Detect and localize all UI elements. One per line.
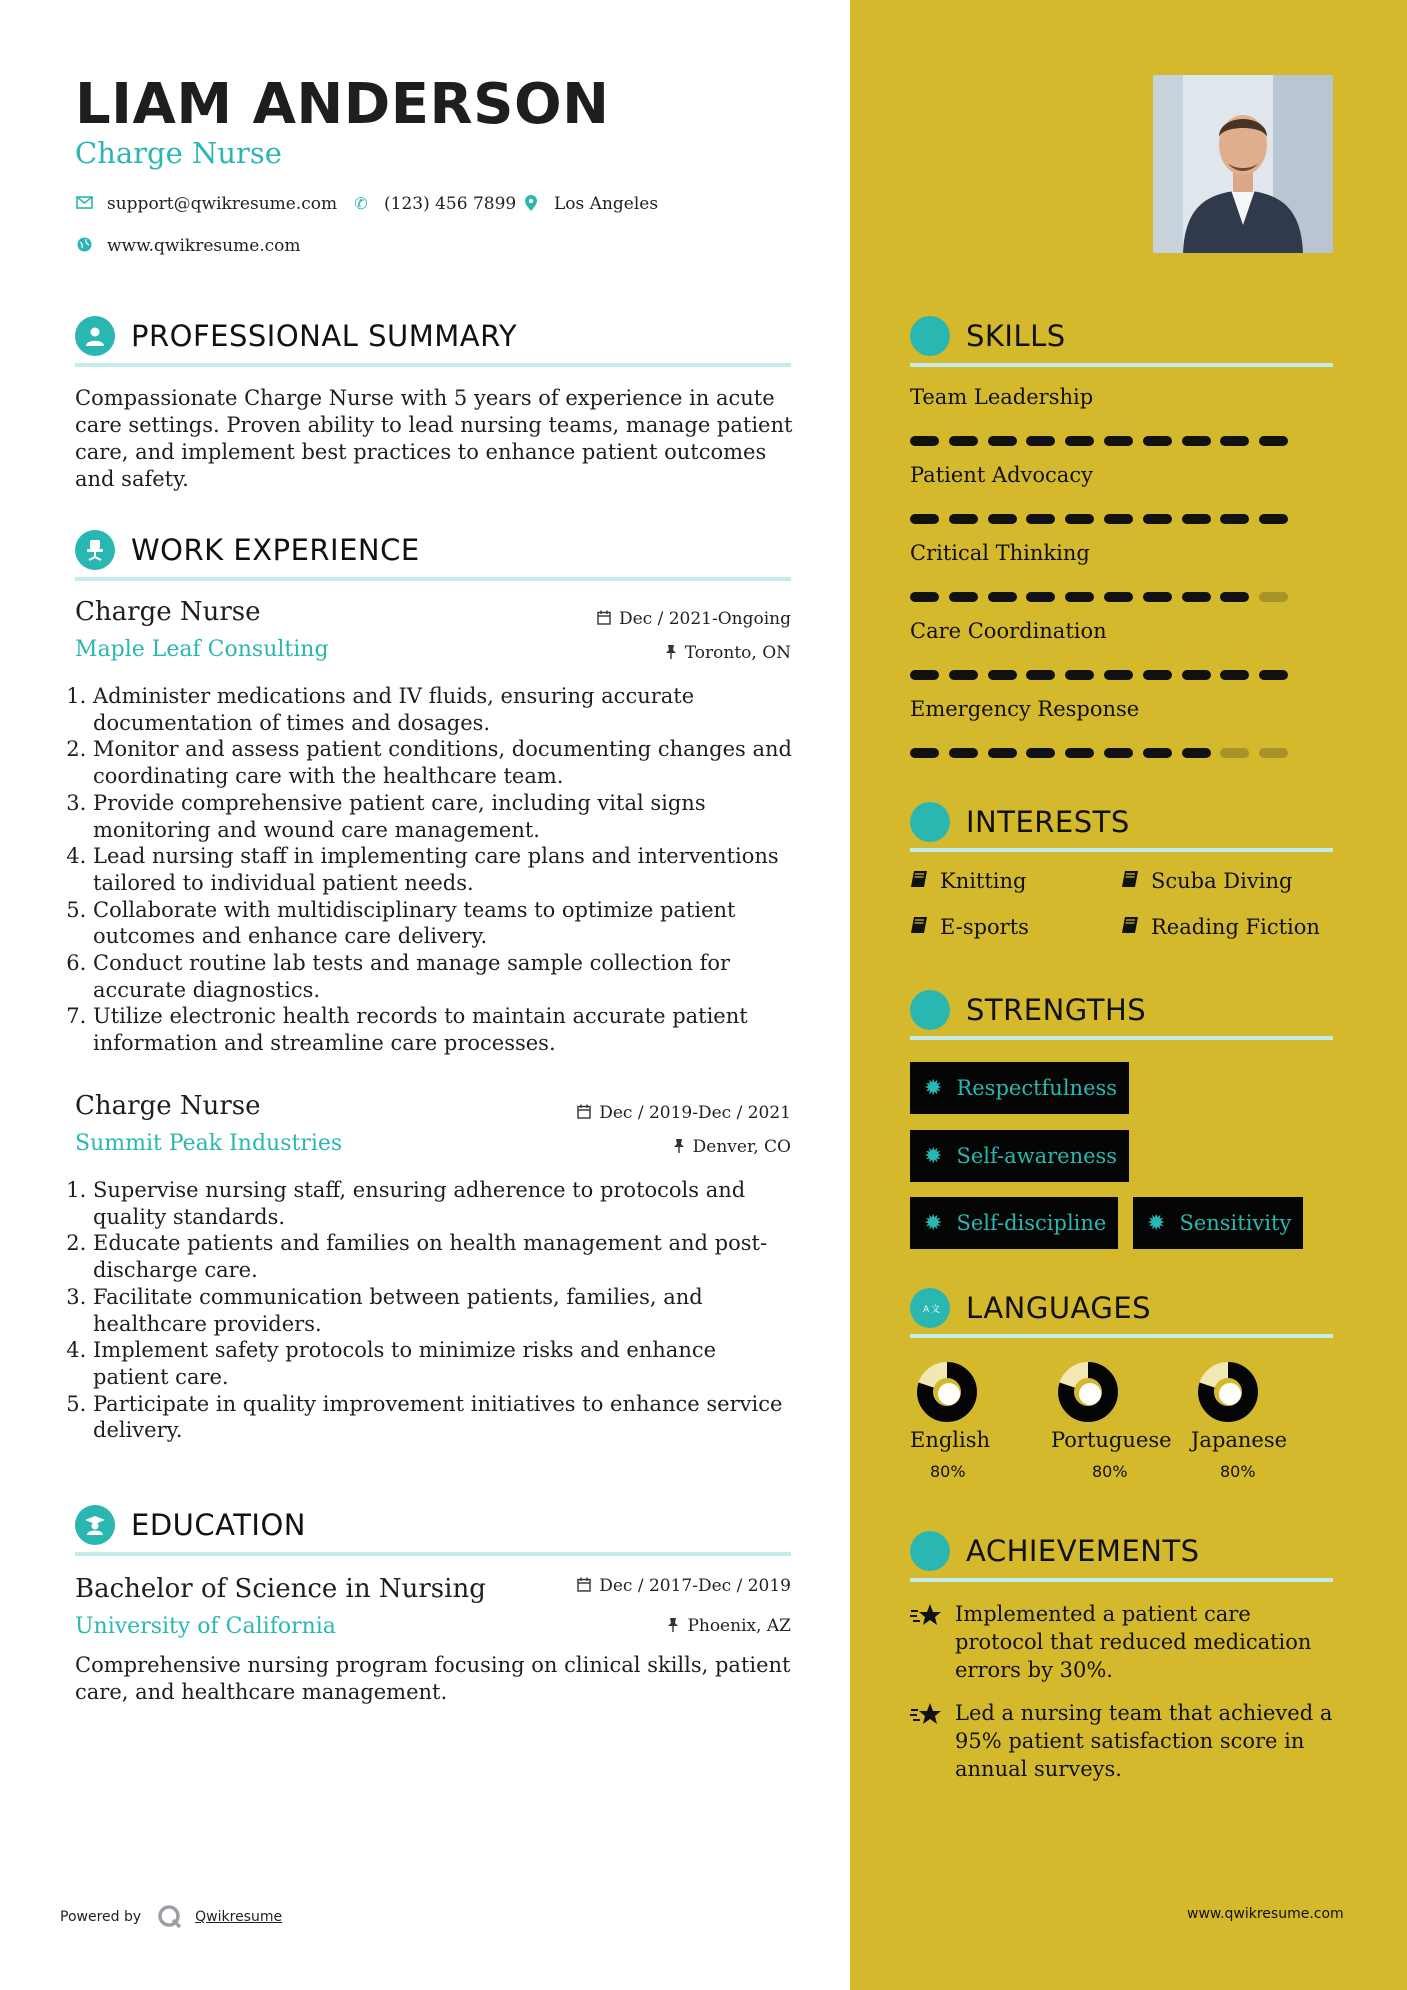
achievements-title: ACHIEVEMENTS <box>966 1534 1200 1568</box>
rating-dash-filled <box>988 514 1017 524</box>
rating-dash-filled <box>1182 670 1211 680</box>
language-donut <box>915 1360 979 1424</box>
skill-rating <box>910 436 1298 446</box>
rating-dash-filled <box>1065 592 1094 602</box>
education-school: University of California <box>75 1614 336 1639</box>
translate-icon <box>910 1288 950 1328</box>
list-item: 1. Administer medications and IV fluids, ensuring accurate documentation of times and dosages. <box>93 683 795 736</box>
calendar-icon <box>597 610 611 629</box>
experience-title: WORK EXPERIENCE <box>131 533 420 567</box>
donut-hole <box>1079 1383 1101 1405</box>
list-item: 5. Collaborate with multidisciplinary teams to optimize patient outcomes and enhance care delivery. <box>93 897 795 950</box>
strengths-heading <box>910 990 1146 1030</box>
job-2-title: Charge Nurse <box>75 1091 261 1121</box>
qwikresume-logo-icon <box>157 1904 183 1930</box>
experience-divider <box>75 577 791 581</box>
rating-dash-empty <box>1259 592 1288 602</box>
languages-divider <box>910 1334 1333 1338</box>
rating-dash-filled <box>988 670 1017 680</box>
rating-dash-filled <box>910 436 939 446</box>
achievements-divider <box>910 1578 1333 1582</box>
calendar-icon <box>577 1104 591 1123</box>
skill-rating <box>910 748 1298 758</box>
profile-photo <box>1153 75 1333 253</box>
job-1-bullets <box>75 683 795 1057</box>
location-text: Los Angeles <box>554 194 659 214</box>
education-heading <box>75 1505 306 1545</box>
rating-dash-filled <box>988 748 1017 758</box>
languages-title: LANGUAGES <box>966 1291 1152 1325</box>
job-1-dates-text: Dec / 2021-Ongoing <box>618 609 791 629</box>
strength-label: Sensitivity <box>1179 1211 1292 1235</box>
interests-heading <box>910 802 1130 842</box>
skills-title: SKILLS <box>966 319 1066 353</box>
language-name: English <box>910 1428 991 1452</box>
summary-heading <box>75 316 517 356</box>
rating-dash-filled <box>1143 670 1172 680</box>
rating-dash-filled <box>910 748 939 758</box>
rating-dash-filled <box>1026 436 1055 446</box>
skills-divider <box>910 363 1333 367</box>
job-1-dates <box>560 609 791 629</box>
job-2-location-text: Denver, CO <box>692 1137 791 1157</box>
book-icon <box>1121 916 1139 939</box>
language-name: Japanese <box>1191 1428 1288 1452</box>
strength-badge <box>1133 1197 1303 1249</box>
skill-label: Emergency Response <box>910 697 1140 721</box>
strength-badge <box>910 1062 1129 1114</box>
education-divider <box>75 1552 791 1556</box>
languages-heading <box>910 1288 1151 1328</box>
calendar-icon <box>577 1577 591 1596</box>
job-1-location-text: Toronto, ON <box>684 643 791 663</box>
badge-star-icon: ✹ <box>924 1210 943 1236</box>
powered-by <box>60 1904 282 1930</box>
interests-title: INTERESTS <box>966 805 1130 839</box>
education-location-text: Phoenix, AZ <box>687 1616 791 1636</box>
skill-rating <box>910 514 1298 524</box>
interest-item <box>910 869 1027 893</box>
rating-dash-filled <box>910 670 939 680</box>
education-title: EDUCATION <box>131 1508 307 1542</box>
rating-dash-filled <box>1026 514 1055 524</box>
rating-dash-filled <box>1065 748 1094 758</box>
skill-label: Care Coordination <box>910 619 1107 643</box>
job-1-company: Maple Leaf Consulting <box>75 637 329 662</box>
candidate-name: LIAM ANDERSON <box>75 72 610 137</box>
graduate-icon <box>75 1505 115 1545</box>
badge-star-icon: ✹ <box>924 1075 943 1101</box>
user-icon <box>75 316 115 356</box>
skill-rating <box>910 670 1298 680</box>
rating-dash-filled <box>1026 748 1055 758</box>
list-item: 3. Facilitate communication between patients, families, and healthcare providers. <box>93 1284 795 1337</box>
strengths-title: STRENGTHS <box>966 993 1147 1027</box>
rating-dash-filled <box>988 436 1017 446</box>
skill-label: Patient Advocacy <box>910 463 1093 487</box>
education-dates-text: Dec / 2017-Dec / 2019 <box>599 1576 791 1596</box>
globe-icon <box>75 237 93 255</box>
strengths-divider <box>910 1036 1333 1040</box>
list-item: 3. Provide comprehensive patient care, including vital signs monitoring and wound care management. <box>93 790 795 843</box>
interest-label: E-sports <box>940 915 1029 939</box>
interest-label: Reading Fiction <box>1151 915 1320 939</box>
rating-dash-filled <box>949 670 978 680</box>
rating-dash-filled <box>1143 592 1172 602</box>
donut-hole <box>1219 1383 1241 1405</box>
rating-dash-filled <box>1182 436 1211 446</box>
powered-by-label: Powered by <box>60 1909 142 1925</box>
rating-dash-empty <box>1259 748 1288 758</box>
language-donut <box>1196 1360 1260 1424</box>
education-location <box>560 1616 791 1636</box>
rating-dash-filled <box>1026 670 1055 680</box>
badge-star-icon: ✹ <box>1147 1210 1166 1236</box>
summary-divider <box>75 363 791 367</box>
envelope-icon <box>75 195 93 213</box>
badge-star-icon: ✹ <box>924 1143 943 1169</box>
rating-dash-filled <box>1220 670 1249 680</box>
education-description: Comprehensive nursing program focusing on clinical skills, patient care, and healthcare management. <box>75 1653 791 1704</box>
book-icon <box>910 916 928 939</box>
rating-dash-filled <box>1104 436 1133 446</box>
rating-dash-filled <box>1182 514 1211 524</box>
book-icon <box>910 870 928 893</box>
job-1-location <box>560 643 791 663</box>
rating-dash-empty <box>1220 748 1249 758</box>
website-text: www.qwikresume.com <box>107 236 301 256</box>
interest-item <box>910 915 1029 939</box>
phone-icon: ✆ <box>354 194 368 213</box>
interest-item <box>1121 915 1320 939</box>
pushpin-icon <box>667 1617 679 1636</box>
interest-label: Scuba Diving <box>1151 869 1293 893</box>
list-item: 4. Lead nursing staff in implementing care plans and interventions tailored to individual patient needs. <box>93 843 795 896</box>
rating-dash-filled <box>1026 592 1055 602</box>
rating-dash-filled <box>949 592 978 602</box>
rating-dash-filled <box>1143 748 1172 758</box>
shooting-star-icon <box>910 1602 942 1634</box>
pushpin-icon <box>665 644 677 663</box>
skill-label: Team Leadership <box>910 385 1094 409</box>
fist-icon <box>910 990 950 1030</box>
rating-dash-filled <box>910 514 939 524</box>
list-item: 5. Participate in quality improvement initiatives to enhance service delivery. <box>93 1391 795 1444</box>
language-percent: 80% <box>930 1462 966 1481</box>
summary-text: Compassionate Charge Nurse with 5 years of experience in acute care settings. Proven ability to lead nursing teams, manage patient care, and implement best practices to enhance patient outcomes and safety. <box>75 386 793 491</box>
skills-heading <box>910 316 1066 356</box>
job-2-dates <box>560 1103 791 1123</box>
pushpin-icon <box>673 1138 685 1157</box>
job-1-title: Charge Nurse <box>75 597 261 627</box>
interest-item <box>1121 869 1292 893</box>
rating-dash-filled <box>1182 592 1211 602</box>
rating-dash-filled <box>949 514 978 524</box>
rating-dash-filled <box>910 592 939 602</box>
rating-dash-filled <box>1259 436 1288 446</box>
footer-url[interactable]: www.qwikresume.com <box>1187 1906 1344 1922</box>
achievement-text: Implemented a patient care protocol that reduced medication errors by 30%. <box>955 1602 1312 1682</box>
rating-dash-filled <box>1065 670 1094 680</box>
language-name: Portuguese <box>1051 1428 1172 1452</box>
list-item: 2. Monitor and assess patient conditions, documenting changes and coordinating care with the healthcare team. <box>93 736 795 789</box>
job-2-company: Summit Peak Industries <box>75 1131 343 1156</box>
rating-dash-filled <box>949 436 978 446</box>
contact-location <box>522 194 658 214</box>
list-item: 2. Educate patients and families on health management and post-discharge care. <box>93 1230 795 1283</box>
summary-title: PROFESSIONAL SUMMARY <box>131 319 518 353</box>
shooting-star-icon <box>910 1531 950 1571</box>
phone-text: (123) 456 7899 <box>384 194 517 214</box>
job-2-location <box>560 1137 791 1157</box>
rating-dash-filled <box>1182 748 1211 758</box>
book-icon <box>1121 870 1139 893</box>
contact-phone[interactable] <box>352 194 516 214</box>
svg-text:文: 文 <box>931 1305 941 1315</box>
achievements-heading <box>910 1531 1200 1571</box>
contact-website[interactable] <box>75 236 301 256</box>
list-item: 4. Implement safety protocols to minimize risks and enhance patient care. <box>93 1337 795 1390</box>
strength-badge <box>910 1197 1118 1249</box>
svg-text:A: A <box>923 1305 930 1315</box>
rating-dash-filled <box>988 592 1017 602</box>
rating-dash-filled <box>1065 514 1094 524</box>
rating-dash-filled <box>1065 436 1094 446</box>
list-item: 7. Utilize electronic health records to maintain accurate patient information and streamline care processes. <box>93 1003 795 1056</box>
rating-dash-filled <box>1259 514 1288 524</box>
education-dates <box>560 1576 791 1596</box>
contact-email[interactable] <box>75 194 337 214</box>
rating-dash-filled <box>1220 436 1249 446</box>
rating-dash-filled <box>1104 670 1133 680</box>
interest-label: Knitting <box>940 869 1027 893</box>
strength-label: Self-awareness <box>956 1144 1118 1168</box>
strength-label: Self-discipline <box>956 1211 1107 1235</box>
rating-dash-filled <box>1104 748 1133 758</box>
rating-dash-filled <box>1220 514 1249 524</box>
list-item: 1. Supervise nursing staff, ensuring adherence to protocols and quality standards. <box>93 1177 795 1230</box>
language-percent: 80% <box>1092 1462 1128 1481</box>
interests-divider <box>910 848 1333 852</box>
strength-label: Respectfulness <box>956 1076 1118 1100</box>
rating-dash-filled <box>1143 436 1172 446</box>
rating-dash-filled <box>1259 670 1288 680</box>
experience-heading <box>75 530 420 570</box>
rating-dash-filled <box>1220 592 1249 602</box>
lightbulb-icon <box>910 316 950 356</box>
list-item: 6. Conduct routine lab tests and manage sample collection for accurate diagnostics. <box>93 950 795 1003</box>
rating-dash-filled <box>949 748 978 758</box>
candidate-title: Charge Nurse <box>75 136 282 170</box>
paper-plane-icon <box>910 802 950 842</box>
strength-badge <box>910 1130 1129 1182</box>
brand-link[interactable]: Qwikresume <box>195 1909 283 1925</box>
language-donut <box>1056 1360 1120 1424</box>
job-2-dates-text: Dec / 2019-Dec / 2021 <box>599 1103 791 1123</box>
rating-dash-filled <box>1143 514 1172 524</box>
skill-label: Critical Thinking <box>910 541 1090 565</box>
map-pin-icon <box>522 195 540 213</box>
education-degree: Bachelor of Science in Nursing <box>75 1574 486 1604</box>
shooting-star-icon <box>910 1701 942 1733</box>
skill-rating <box>910 592 1298 602</box>
job-2-bullets <box>75 1177 795 1444</box>
rating-dash-filled <box>1104 514 1133 524</box>
donut-hole <box>938 1383 960 1405</box>
achievement-text: Led a nursing team that achieved a 95% patient satisfaction score in annual surveys. <box>955 1701 1333 1781</box>
chair-icon <box>75 530 115 570</box>
email-text: support@qwikresume.com <box>107 194 338 214</box>
rating-dash-filled <box>1104 592 1133 602</box>
language-percent: 80% <box>1220 1462 1256 1481</box>
